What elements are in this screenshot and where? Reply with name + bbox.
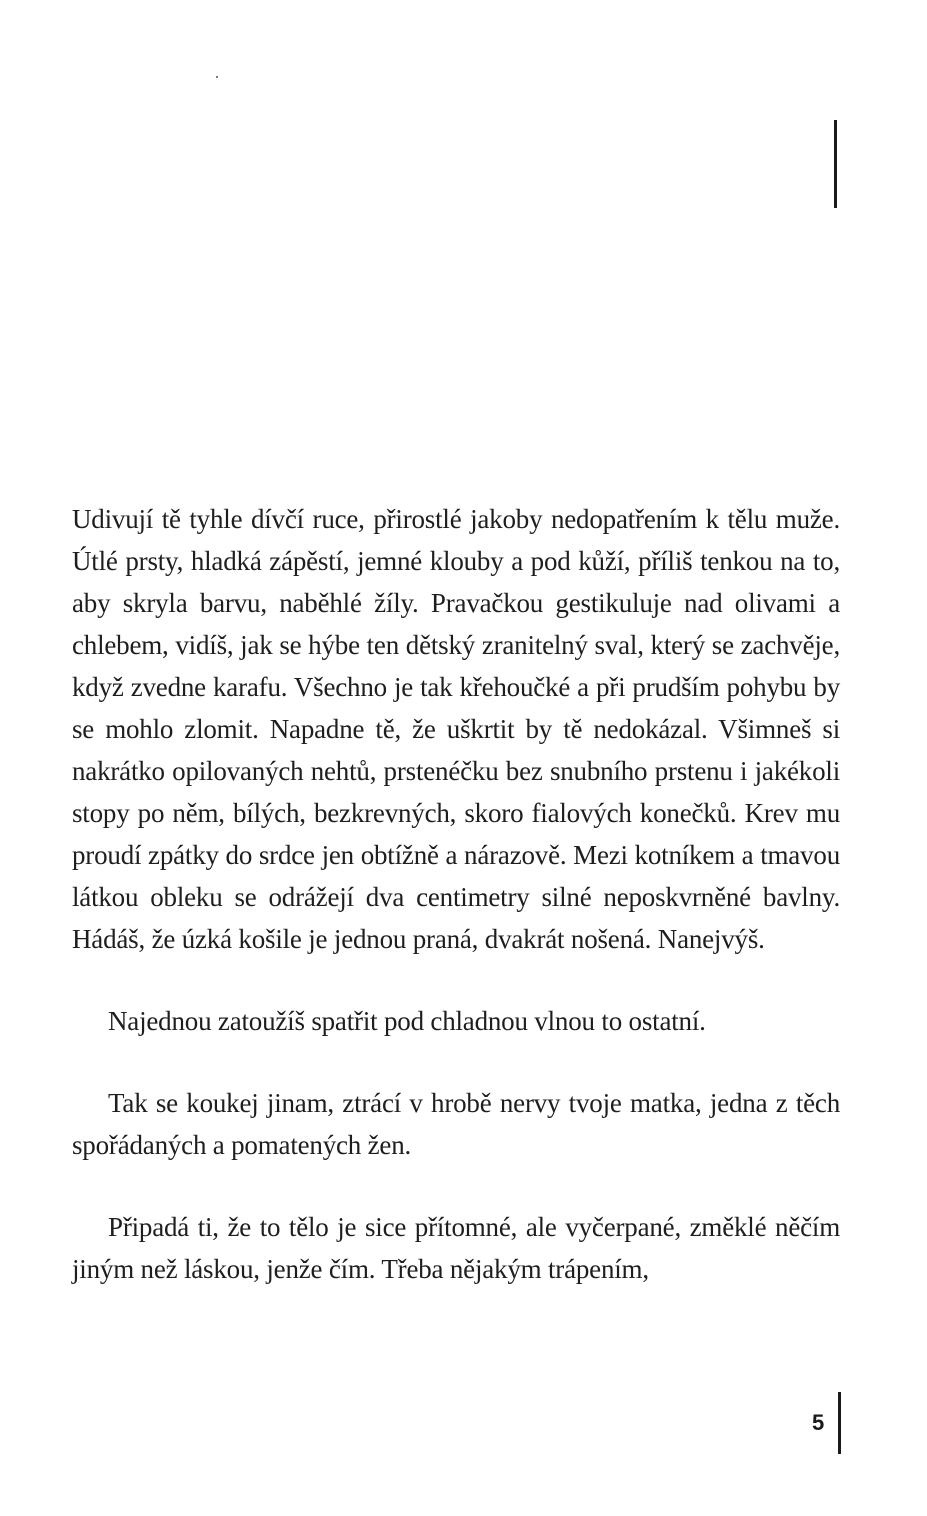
scan-speck xyxy=(216,76,218,78)
paragraph-1: Udivují tě tyhle dívčí ruce, přirostlé jakoby nedopatřením k tělu muže. Útlé prsty, hladká zápěstí, jemné klouby a pod kůží, příliš tenkou na to, aby skryla barvu, naběhlé žíly. Pravačkou gestikuluje nad olivami a chlebem, vidíš, jak se hýbe ten dětský zranitelný sval, který se zachvěje, když zvedne karafu. Všechno je tak křehoučké a při prudším pohybu by se mohlo zlomit. Napadne tě, že uškrtit by tě nedokázal. Všimneš si nakrátko opilovaných nehtů, prstenéčku bez snubního prstenu i jakékoli stopy po něm, bílých, bezkrevných, skoro fialových konečků. Krev mu proudí zpátky do srdce jen obtížně a nárazově. Mezi kotníkem a tmavou látkou obleku se odrážejí dva centimetry silné neposkvrněné bavlny. Hádáš, že úzká košile je jednou praná, dvakrát nošená. Nanejvýš. xyxy=(72,504,840,954)
chapter-marker-rule xyxy=(834,120,837,208)
paragraph-gap xyxy=(72,960,840,1000)
paragraph-gap xyxy=(72,1166,840,1206)
paragraph-4: Připadá ti, že to tělo je sice přítomné, ale vyčerpané, změklé něčím jiným než láskou, jenže čím. Třeba nějakým trápením, xyxy=(72,1212,840,1284)
body-text xyxy=(72,498,840,1290)
paragraph-3: Tak se koukej jinam, ztrácí v hrobě nervy tvoje matka, jedna z těch spořádaných a pomatených žen. xyxy=(72,1088,840,1160)
paragraph-gap xyxy=(72,1042,840,1082)
paragraph-2: Najednou zatoužíš spatřit pod chladnou vlnou to ostatní. xyxy=(108,1006,706,1036)
page-number-rule xyxy=(838,1392,841,1454)
page-number: 5 xyxy=(812,1410,825,1435)
